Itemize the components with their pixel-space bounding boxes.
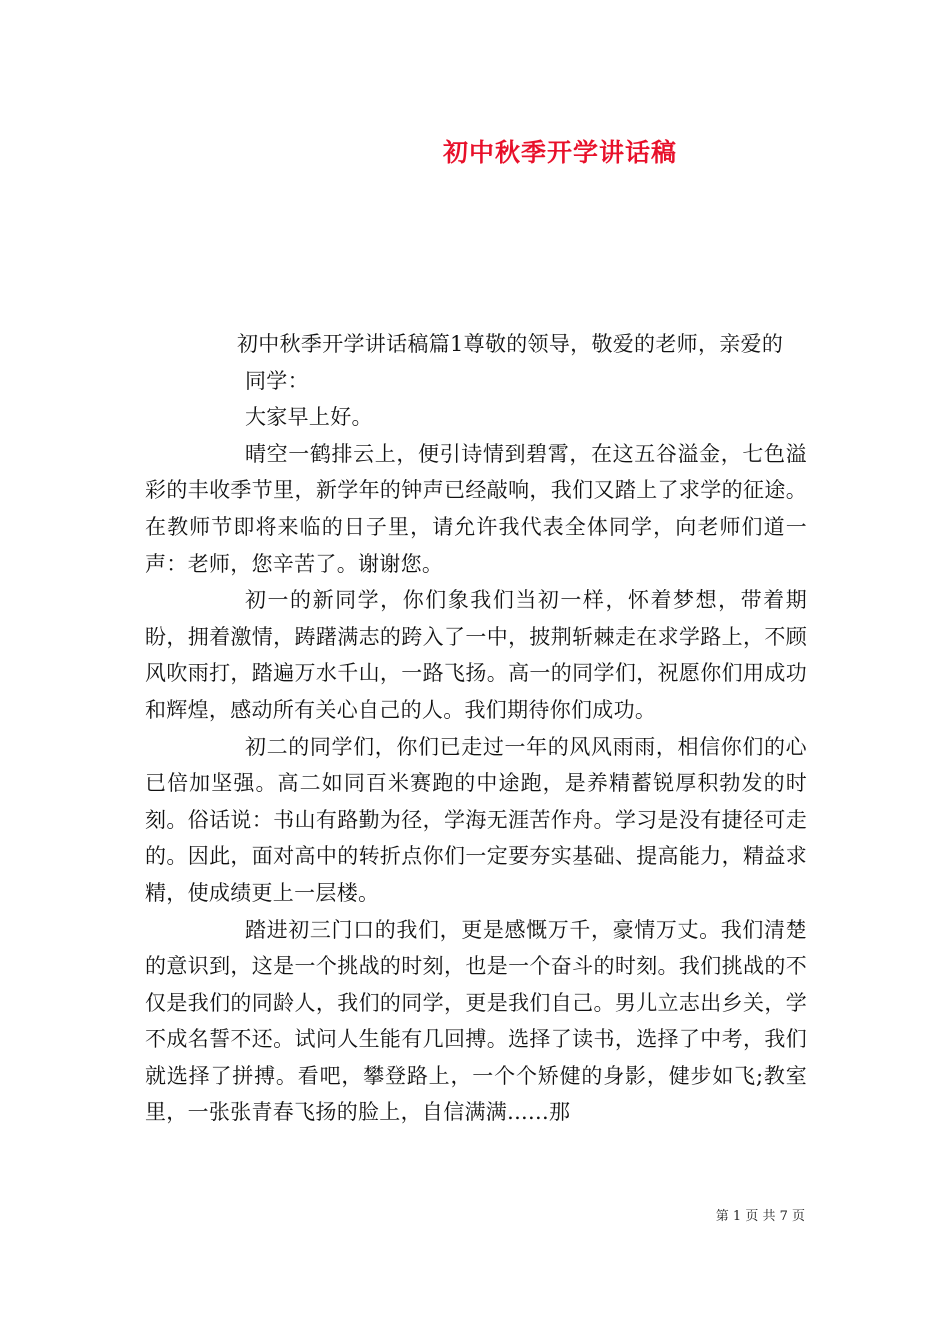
paragraph: 踏进初三门口的我们，更是感慨万千，豪情万丈。我们清楚的意识到，这是一个挑战的时刻，也是一个奋斗的时刻。我们挑战的不仅是我们的同龄人，我们的同学，更是我们自己。男儿立志出乡关，学不成名誓不还。试问人生能有几回搏。选择了读书，选择了中考，我们就选择了拼搏。看吧，攀登路上，一个个矫健的身影，健步如飞;教室里，一张张青春飞扬的脸上，自信满满......那 xyxy=(145,917,807,1125)
paragraph: 同学： xyxy=(245,368,309,393)
document-body xyxy=(145,326,807,1131)
paragraph: 初一的新同学，你们象我们当初一样，怀着梦想，带着期盼，拥着激情，踌躇满志的跨入了一中，披荆斩棘走在求学路上，不顾风吹雨打，踏遍万水千山，一路飞扬。高一的同学们，祝愿你们用成功和辉煌，感动所有关心自己的人。我们期待你们成功。 xyxy=(145,588,807,722)
page-number-footer: 第 1 页 共 7 页 xyxy=(715,1209,805,1224)
paragraph: 初中秋季开学讲话稿篇1尊敬的领导，敬爱的老师，亲爱的 xyxy=(237,332,784,356)
document-title: 初中秋季开学讲话稿 xyxy=(442,138,677,167)
paragraph: 大家早上好。 xyxy=(245,405,373,430)
paragraph: 晴空一鹤排云上，便引诗情到碧霄，在这五谷溢金，七色溢彩的丰收季节里，新学年的钟声已经敲响，我们又踏上了求学的征途。在教师节即将来临的日子里，请允许我代表全体同学，向老师们道一声：老师，您辛苦了。谢谢您。 xyxy=(145,441,807,576)
paragraph: 初二的同学们，你们已走过一年的风风雨雨，相信你们的心已倍加坚强。高二如同百米赛跑的中途跑，是养精蓄锐厚积勃发的时刻。俗话说：书山有路勤为径，学海无涯苦作舟。学习是没有捷径可走的。因此，面对高中的转折点你们一定要夯实基础、提高能力，精益求精，使成绩更上一层楼。 xyxy=(145,734,807,905)
